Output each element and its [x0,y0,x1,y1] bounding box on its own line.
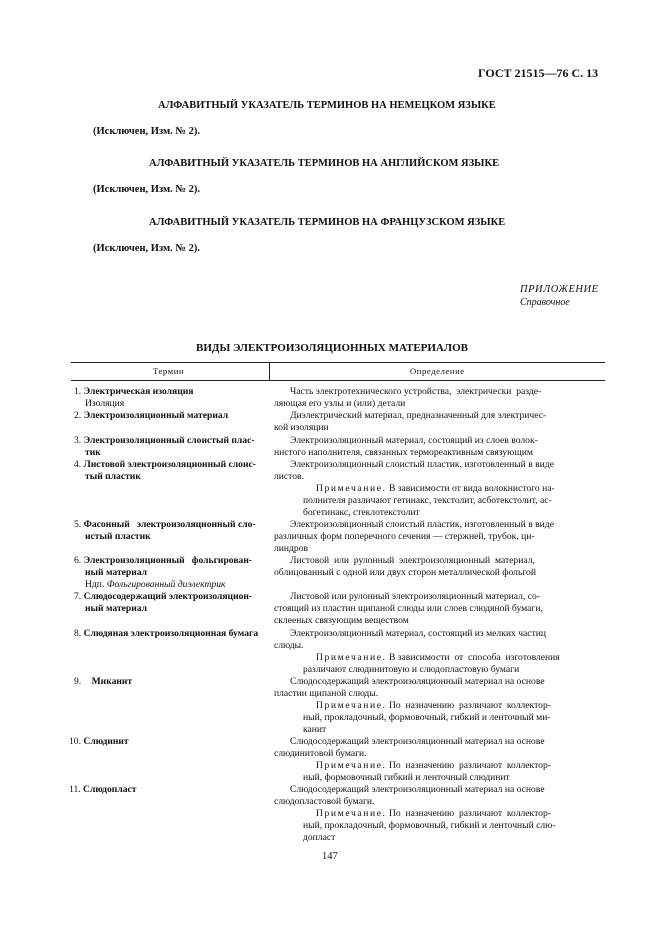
term-name: Слюдопласт [83,784,137,795]
definition-7-line3: склееных связующим веществом [274,615,409,626]
note-text: По назначению различают коллектор- [386,700,551,711]
appendix-sublabel: Справочное [520,297,570,308]
term-number: 7. [74,591,82,602]
definition-9-line1: Слюдосодержащий электроизоляционный материал на основе [290,676,545,687]
term-7 [74,591,252,603]
term-5 [74,519,256,531]
term-6-cont [85,567,147,579]
note-11-line1 [316,808,551,820]
note-10-line1 [316,760,551,772]
note-label: Примечание. [316,483,387,494]
note-8-line2: различают слюдинитовую и слюдопластовую бумаги [303,664,520,675]
note-label: Примечание. [316,700,387,711]
term-5-cont [85,531,151,543]
note-10-line2: ный, формовочный гибкий и ленточный слюдинит [303,772,510,783]
term-name: Миканит [91,676,133,687]
term-10 [69,736,129,748]
definition-1-line1: Часть электротехнического устройства, электрически разде- [290,386,542,397]
term-number: 1. [74,386,82,397]
note-11-line3: допласт [303,832,336,843]
definition-8-line2: слюды. [274,640,304,651]
section-title-french: АЛФАВИТНЫЙ УКАЗАТЕЛЬ ТЕРМИНОВ НА ФРАНЦУЗСКОМ ЯЗЫКЕ [149,217,506,228]
term-name: ный материал [85,567,148,578]
term-name: Электрическая изоляция [83,386,194,397]
definition-2-line1: Диэлектрический материал, предназначенный для электричес- [290,410,547,421]
note-label: Примечание. [316,652,387,663]
term-3 [74,435,255,447]
note-9-line1 [316,700,551,712]
term-number: 8. [74,628,82,639]
column-header-term: Термин [153,366,185,376]
definition-10-line1: Слюдосодержащий электроизоляционный материал на основе [290,736,545,747]
term-name: тик [85,447,101,458]
definition-6-line1: Листовой или рулонный электроизоляционный материал, [290,555,535,566]
section-note-french: (Исключен, Изм. № 2). [93,243,200,254]
note-9-line3: канит [303,724,327,735]
term-name: Электроизоляционный фольгирован- [83,555,253,566]
table-header-border [71,380,605,381]
term-6-deprecated [85,579,226,591]
term-name: Фасонный электроизоляционный сло- [83,519,256,530]
deprecated-term: Фольгированный диэлектрик [106,579,226,590]
term-4-cont [85,471,141,483]
section-note-german: (Исключен, Изм. № 2). [93,126,200,137]
term-7-cont [85,603,147,615]
term-2 [74,410,228,422]
definition-7-line2: стоящий из пластин щипаной слюды или слоев слюдяной бумаги, [274,603,543,614]
term-3-cont [85,447,101,459]
definition-11-line2: слюдопластовой бумаги. [274,796,375,807]
note-text: По назначению различают коллектор- [386,760,551,771]
term-name: ный материал [85,603,148,614]
term-number: 4. [74,459,82,470]
definition-5-line1: Электроизоляционный слоистый пластик, изготовленный в виде [290,519,554,530]
term-name: Слюдинит [83,736,129,747]
term-11 [69,784,136,796]
definition-4-line1: Электроизоляционный слоистый пластик, изготовленный в виде [290,459,554,470]
column-header-definition: Определение [410,366,465,376]
definition-9-line2: пластин щипаной слюды. [274,688,379,699]
term-name: Слюдосодержащий электроизоляцион- [83,591,253,602]
definition-10-line2: слюдинитовой бумаги. [274,748,367,759]
term-number: 6. [74,555,82,566]
term-9 [74,676,132,688]
term-1 [74,386,193,398]
note-4-line2: полнителя различают гетинакс, текстолит, асботекстолит, ас- [303,495,552,506]
note-label: Примечание. [316,760,387,771]
term-number: 10. [69,736,81,747]
note-text: По назначению различают коллектор- [386,808,551,819]
table-title: ВИДЫ ЭЛЕКТРОИЗОЛЯЦИОННЫХ МАТЕРИАЛОВ [196,342,468,354]
definition-7-line1: Листовой или рулонный электроизоляционный материал, со- [290,591,540,602]
term-number: 11. [69,784,81,795]
term-1-synonym: Изоляция [85,398,125,409]
term-name: Электроизоляционный материал [83,410,229,421]
definition-3-line2: нистого наполнителя, связанных термореактивным связующим [274,447,533,458]
term-name: Листовой электроизоляционный слоис- [83,459,256,470]
page-header: ГОСТ 21515—76 С. 13 [478,66,599,80]
table-top-border [71,362,605,363]
term-8 [74,628,258,640]
term-name: истый пластик [85,531,151,542]
term-number: 5. [74,519,82,530]
definition-5-line2: различных форм поперечного сечения — стержней, трубок, ци- [274,531,535,542]
section-note-english: (Исключен, Изм. № 2). [93,184,200,195]
term-number: 9. [74,676,82,687]
note-11-line2: ный, прокладочный, формовочный, гибкий и ленточный слю- [303,820,556,831]
note-label: Примечание. [316,808,387,819]
note-4-line3: богетинакс, стеклотекстолит [303,507,420,518]
term-6 [74,555,252,567]
note-8-line1 [316,652,560,664]
definition-11-line1: Слюдосодержащий электроизоляционный материал на основе [290,784,545,795]
note-text: В зависимости от способа изготовления [386,652,560,663]
page-number: 147 [322,851,338,862]
deprecated-label: Ндп. [85,579,105,590]
table-column-divider [269,362,270,381]
definition-2-line2: кой изоляции [274,422,329,433]
note-4-line1 [316,483,555,495]
term-name: Слюдяная электроизоляционная бумага [83,628,259,639]
note-9-line2: ный, прокладочный, формовочный, гибкий и ленточный ми- [303,712,551,723]
definition-6-line2: облицованный с одной или двух сторон металлической фольгой [274,567,536,578]
appendix-label: ПРИЛОЖЕНИЕ [520,284,599,295]
term-number: 3. [74,435,82,446]
note-text: В зависимости от вида волокнистого на- [386,483,555,494]
definition-1-line2: ляющая его узлы и (или) детали [274,398,406,409]
definition-3-line1: Электроизоляционный материал, состоящий из слоев волок- [290,435,538,446]
section-title-english: АЛФАВИТНЫЙ УКАЗАТЕЛЬ ТЕРМИНОВ НА АНГЛИЙСКОМ ЯЗЫКЕ [149,158,500,169]
term-number: 2. [74,410,82,421]
term-4 [74,459,256,471]
definition-8-line1: Электроизоляционный материал, состоящий из мелких частиц [290,628,546,639]
definition-5-line3: линдров [274,543,309,554]
definition-4-line2: листов. [274,471,304,482]
term-name: Электроизоляционный слоистый плас- [83,435,255,446]
term-name: тый пластик [85,471,141,482]
section-title-german: АЛФАВИТНЫЙ УКАЗАТЕЛЬ ТЕРМИНОВ НА НЕМЕЦКОМ ЯЗЫКЕ [158,100,496,111]
